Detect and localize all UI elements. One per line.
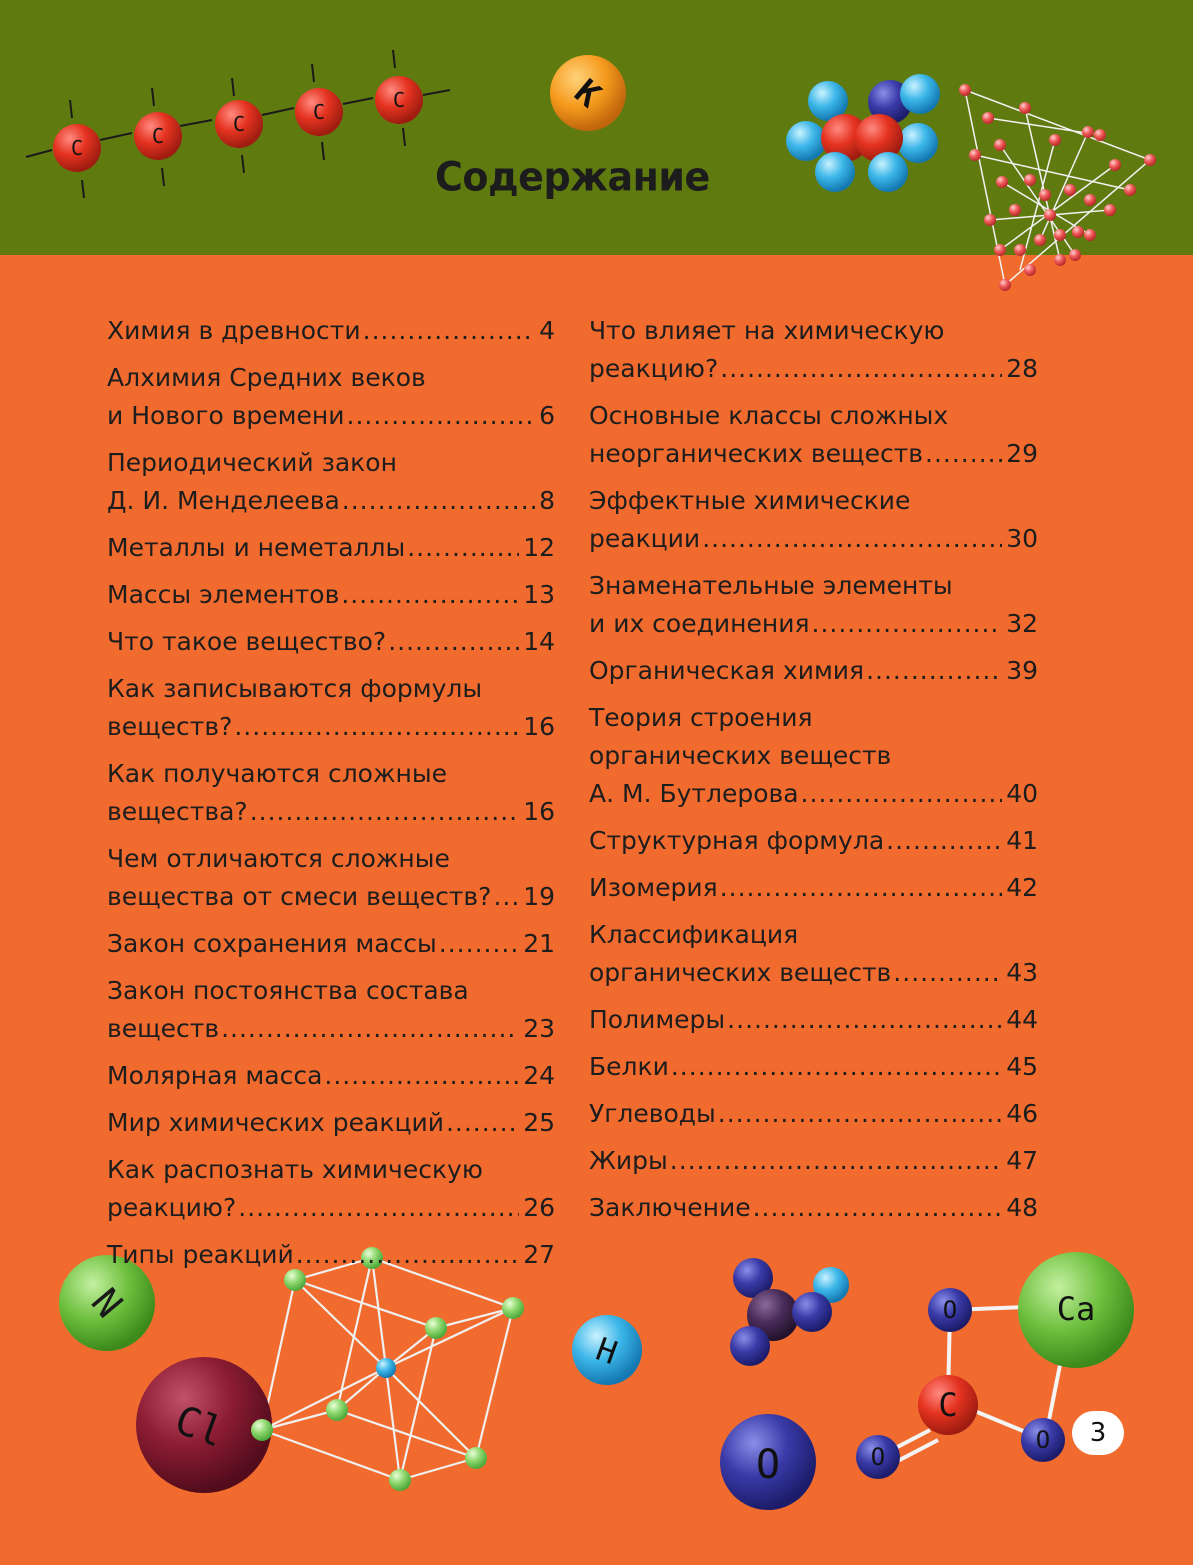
carbon-label-1: C xyxy=(70,136,84,160)
potassium-label: K xyxy=(566,71,609,116)
toc-entry-title: Изомерия xyxy=(589,873,718,902)
toc-entry-title: органических веществ xyxy=(589,958,892,987)
crystal-lattice-illustration xyxy=(959,84,1156,291)
toc-entry-title: Металлы и неметаллы xyxy=(107,533,406,562)
toc-dot-leader xyxy=(720,869,1003,907)
carbon-label-5: C xyxy=(392,88,406,112)
oxide-molecule-illustration xyxy=(786,74,940,192)
nitrogen-label: N xyxy=(82,1280,132,1326)
toc-dot-leader xyxy=(671,1048,1002,1086)
toc-entry[interactable] xyxy=(107,1236,555,1274)
oxygen-label-large: O xyxy=(755,1442,781,1488)
toc-dot-leader xyxy=(238,1189,519,1227)
toc-page-number: 26 xyxy=(523,1193,555,1222)
toc-entry[interactable] xyxy=(107,623,555,661)
toc-entry-title-line: Периодический закон xyxy=(107,448,397,477)
toc-page-number: 8 xyxy=(539,486,555,515)
toc-entry[interactable] xyxy=(589,652,1038,690)
carbon-label-2: C xyxy=(151,124,165,148)
toc-entry-title: Полимеры xyxy=(589,1005,726,1034)
toc-entry[interactable] xyxy=(107,529,555,567)
toc-dot-leader xyxy=(234,708,519,746)
toc-dot-leader xyxy=(670,1142,1002,1180)
toc-entry[interactable] xyxy=(589,869,1038,907)
toc-page-number: 39 xyxy=(1006,656,1038,685)
toc-entry-title: Белки xyxy=(589,1052,669,1081)
page-title: Содержание xyxy=(435,153,710,201)
toc-entry-title: вещества? xyxy=(107,797,248,826)
toc-dot-leader xyxy=(446,1104,519,1142)
toc-page-number: 43 xyxy=(1006,958,1038,987)
toc-entry[interactable] xyxy=(589,567,1038,643)
toc-dot-leader xyxy=(893,954,1002,992)
oxygen-label-1: O xyxy=(942,1296,958,1324)
toc-entry-title: Заключение xyxy=(589,1193,751,1222)
toc-page-number: 29 xyxy=(1006,439,1038,468)
toc-entry-title: Жиры xyxy=(589,1146,668,1175)
toc-page-number: 4 xyxy=(539,316,555,345)
toc-page-number: 19 xyxy=(523,882,555,911)
carbon-label-4: C xyxy=(312,100,326,124)
toc-entry-title: веществ? xyxy=(107,712,233,741)
toc-entry[interactable] xyxy=(107,1104,555,1142)
toc-entry[interactable] xyxy=(107,1057,555,1095)
toc-dot-leader xyxy=(439,925,519,963)
toc-entry-title: А. М. Бутлерова xyxy=(589,779,799,808)
toc-page-number: 42 xyxy=(1006,873,1038,902)
toc-page-number: 47 xyxy=(1006,1146,1038,1175)
toc-dot-leader xyxy=(727,1001,1002,1039)
toc-entry-title: Углеводы xyxy=(589,1099,716,1128)
toc-entry[interactable] xyxy=(589,1048,1038,1086)
toc-entry-title: Д. И. Менделеева xyxy=(107,486,340,515)
toc-dot-leader xyxy=(812,605,1003,643)
toc-entry[interactable] xyxy=(107,312,555,350)
toc-page-number: 32 xyxy=(1006,609,1038,638)
toc-entry-title-line: Знаменательные элементы xyxy=(589,571,953,600)
toc-entry[interactable] xyxy=(589,699,1038,813)
toc-entry-title: и Нового времени xyxy=(107,401,345,430)
toc-entry-title: Органическая химия xyxy=(589,656,865,685)
oxygen-label-3: O xyxy=(870,1443,886,1471)
toc-entry-title-line: Закон постоянства состава xyxy=(107,976,469,1005)
toc-page-number: 40 xyxy=(1006,779,1038,808)
toc-page-number: 28 xyxy=(1006,354,1038,383)
toc-dot-leader xyxy=(866,652,1002,690)
toc-entry-title: Что такое вещество? xyxy=(107,627,387,656)
toc-entry-title-line: Что влияет на химическую xyxy=(589,316,945,345)
toc-entry-title: Структурная формула xyxy=(589,826,885,855)
calcium-label: Ca xyxy=(1056,1290,1096,1328)
chlorine-label: Cl xyxy=(168,1397,230,1457)
toc-dot-leader xyxy=(493,878,519,916)
toc-page-number: 12 xyxy=(523,533,555,562)
toc-page-number: 13 xyxy=(523,580,555,609)
toc-page-number: 44 xyxy=(1006,1005,1038,1034)
toc-entry-title: реакцию? xyxy=(589,354,719,383)
toc-page-number: 14 xyxy=(523,627,555,656)
toc-entry-title: и их соединения xyxy=(589,609,810,638)
toc-entry-title: Массы элементов xyxy=(107,580,340,609)
toc-entry[interactable] xyxy=(107,840,555,916)
toc-dot-leader xyxy=(388,623,519,661)
toc-dot-leader xyxy=(407,529,519,567)
toc-entry[interactable] xyxy=(107,670,555,746)
toc-entry-title-line: органических веществ xyxy=(589,741,892,770)
hydrogen-label: H xyxy=(591,1329,623,1373)
toc-entry-title-line: Эффектные химические xyxy=(589,486,911,515)
toc-page-number: 16 xyxy=(523,712,555,741)
toc-page-number: 16 xyxy=(523,797,555,826)
toc-entry-title: веществ xyxy=(107,1014,220,1043)
toc-page-number: 21 xyxy=(523,929,555,958)
toc-right-column xyxy=(589,312,1038,1236)
toc-entry[interactable] xyxy=(589,822,1038,860)
toc-page-number: 45 xyxy=(1006,1052,1038,1081)
page-number-badge: 3 xyxy=(1072,1411,1124,1455)
toc-dot-leader xyxy=(363,312,535,350)
toc-entry[interactable] xyxy=(107,359,555,435)
toc-page-number: 46 xyxy=(1006,1099,1038,1128)
toc-dot-leader xyxy=(886,822,1002,860)
toc-entry[interactable] xyxy=(107,576,555,614)
toc-entry[interactable] xyxy=(107,755,555,831)
toc-page-number: 30 xyxy=(1006,524,1038,553)
toc-entry-title: Молярная масса xyxy=(107,1061,323,1090)
toc-dot-leader xyxy=(718,1095,1002,1133)
chloride-lattice-illustration xyxy=(136,1247,524,1493)
toc-left-column xyxy=(107,312,555,1283)
toc-entry[interactable] xyxy=(589,1142,1038,1180)
toc-page-number: 27 xyxy=(523,1240,555,1269)
toc-entry[interactable] xyxy=(589,1001,1038,1039)
carbon-label-3: C xyxy=(232,112,246,136)
toc-entry[interactable] xyxy=(589,916,1038,992)
toc-entry-title-line: Алхимия Средних веков xyxy=(107,363,426,392)
toc-entry-title-line: Как распознать химическую xyxy=(107,1155,483,1184)
toc-entry[interactable] xyxy=(107,1151,555,1227)
toc-entry-title-line: Основные классы сложных xyxy=(589,401,949,430)
carbon-label-carbonate: C xyxy=(938,1386,958,1424)
toc-dot-leader xyxy=(720,350,1002,388)
toc-page-number: 6 xyxy=(539,401,555,430)
toc-entry[interactable] xyxy=(589,397,1038,473)
toc-dot-leader xyxy=(250,793,520,831)
toc-page-number: 25 xyxy=(523,1108,555,1137)
toc-dot-leader xyxy=(296,1236,519,1274)
toc-entry[interactable] xyxy=(107,444,555,520)
toc-entry-title: вещества от смеси веществ? xyxy=(107,882,492,911)
toc-page-number: 23 xyxy=(523,1014,555,1043)
toc-entry-title: неорганических веществ xyxy=(589,439,924,468)
toc-dot-leader xyxy=(801,775,1003,813)
toc-entry-title: реакции xyxy=(589,524,701,553)
toc-entry-title: Химия в древности xyxy=(107,316,361,345)
toc-entry-title: Типы реакций xyxy=(107,1240,294,1269)
toc-entry-title-line: Классификация xyxy=(589,920,799,949)
toc-entry-title-line: Теория строения xyxy=(589,703,813,732)
toc-entry-title: Закон сохранения массы xyxy=(107,929,437,958)
toc-entry[interactable] xyxy=(107,925,555,963)
toc-dot-leader xyxy=(324,1057,519,1095)
toc-page-number: 24 xyxy=(523,1061,555,1090)
toc-dot-leader xyxy=(925,435,1002,473)
toc-entry[interactable] xyxy=(589,1189,1038,1227)
toc-entry[interactable] xyxy=(589,1095,1038,1133)
toc-dot-leader xyxy=(753,1189,1003,1227)
toc-dot-leader xyxy=(702,520,1002,558)
toc-entry[interactable] xyxy=(107,972,555,1048)
toc-dot-leader xyxy=(341,576,519,614)
toc-entry-title-line: Как записываются формулы xyxy=(107,674,483,703)
toc-page-number: 48 xyxy=(1006,1193,1038,1222)
toc-entry[interactable] xyxy=(589,482,1038,558)
toc-entry-title-line: Чем отличаются сложные xyxy=(107,844,450,873)
toc-dot-leader xyxy=(221,1010,519,1048)
small-molecule-illustration xyxy=(730,1258,849,1366)
toc-entry-title-line: Как получаются сложные xyxy=(107,759,447,788)
toc-dot-leader xyxy=(342,482,535,520)
toc-dot-leader xyxy=(347,397,536,435)
toc-entry[interactable] xyxy=(589,312,1038,388)
toc-entry-title: реакцию? xyxy=(107,1193,237,1222)
toc-entry-title: Мир химических реакций xyxy=(107,1108,444,1137)
oxygen-label-2: O xyxy=(1035,1426,1051,1454)
toc-page-number: 41 xyxy=(1006,826,1038,855)
